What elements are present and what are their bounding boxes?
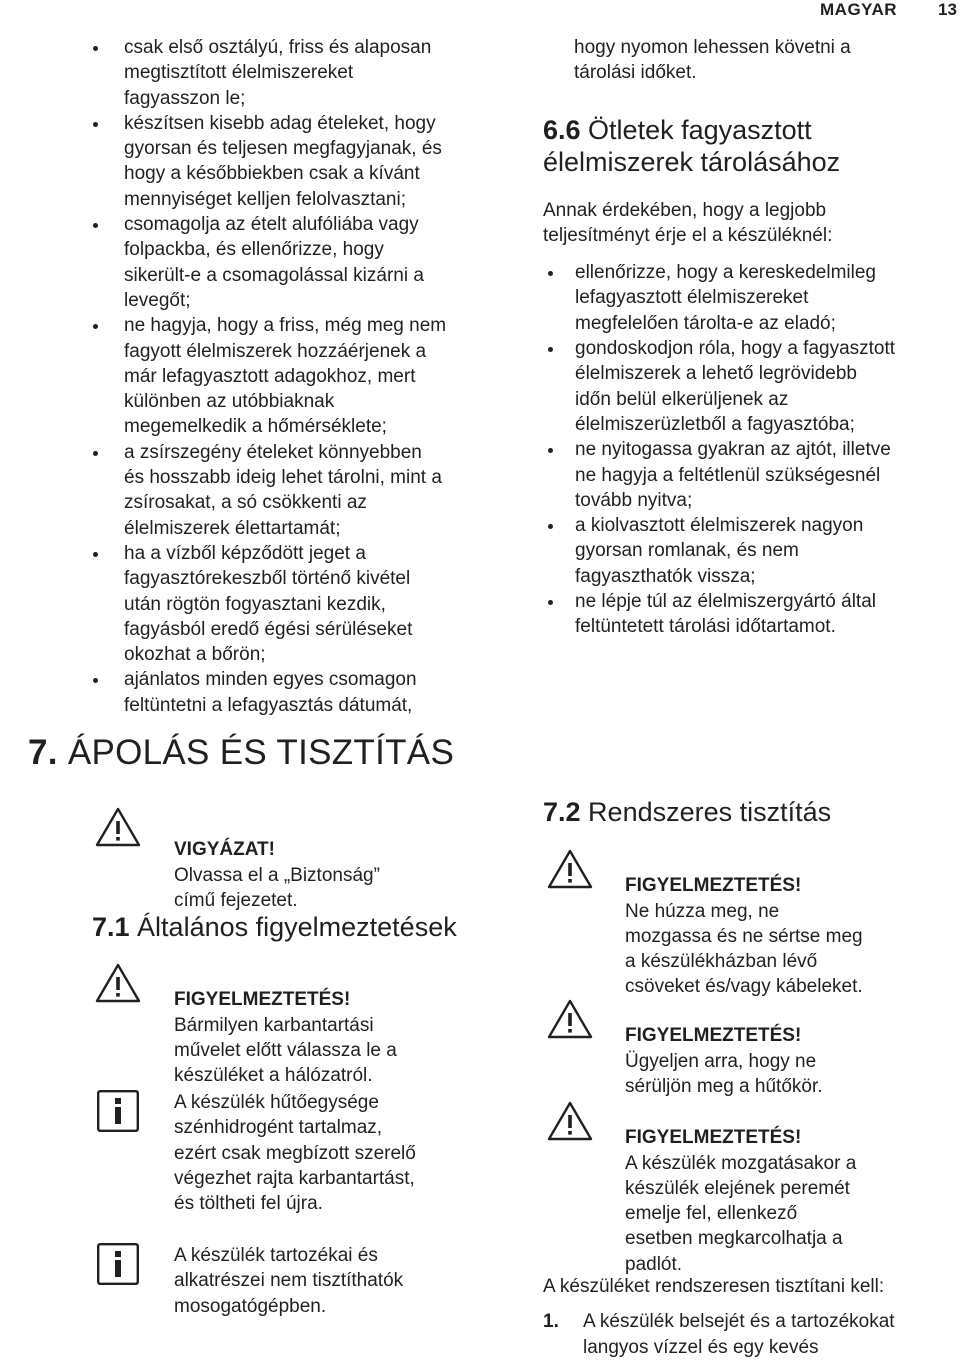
warning-note bbox=[547, 998, 947, 1097]
warning-text: Bármilyen karbantartási művelet előtt válassza le a készüléket a hálózatról. bbox=[174, 1014, 397, 1087]
section-7-2-heading: 7.2 Rendszeres tisztítás bbox=[543, 797, 832, 827]
warning-title: FIGYELMEZTETÉS! bbox=[625, 1025, 802, 1047]
language-label: MAGYAR bbox=[820, 0, 897, 19]
storage-tips-list bbox=[543, 260, 953, 639]
warning-triangle-icon bbox=[547, 998, 593, 1040]
list-item: ne hagyja, hogy a friss, még meg nem fagyott élelmiszerek hozzáérjenek a már lefagyasztott adagokhoz, mert különben az utóbbiaknak megemelkedik a hőmérséklete; bbox=[88, 313, 518, 439]
bullet-icon bbox=[93, 678, 98, 683]
left-column bbox=[88, 35, 518, 718]
caution-text: Olvassa el a „Biztonság” című fejezetet. bbox=[174, 864, 380, 911]
bullet-icon bbox=[548, 524, 553, 529]
warning-note bbox=[547, 1100, 947, 1275]
info-icon bbox=[97, 1243, 139, 1285]
warning-title: FIGYELMEZTETÉS! bbox=[625, 875, 802, 897]
page-number: 13 bbox=[938, 0, 957, 19]
bullet-icon bbox=[93, 451, 98, 456]
bullet-icon bbox=[93, 324, 98, 329]
warning-triangle-icon bbox=[95, 962, 141, 1004]
warning-title: FIGYELMEZTETÉS! bbox=[174, 989, 351, 1011]
info-note bbox=[97, 1243, 497, 1323]
caution-title: VIGYÁZAT! bbox=[174, 839, 275, 861]
step-text: A készülék belsejét és a tartozékokat langyos vízzel és egy kevés bbox=[583, 1311, 895, 1358]
warning-note bbox=[547, 848, 947, 998]
warning-note bbox=[95, 962, 495, 1087]
info-text: A készülék tartozékai és alkatrészei nem tisztíthatók mosogatógépben. bbox=[174, 1245, 404, 1317]
bullet-icon bbox=[93, 122, 98, 127]
section-6-6-heading: 6.6 Ötletek fagyasztott élelmiszerek tárolásához bbox=[543, 114, 841, 177]
caution-note bbox=[95, 806, 495, 911]
bullet-icon bbox=[548, 448, 553, 453]
section-6-6-intro: Annak érdekében, hogy a legjobb teljesítményt érje el a készüléknél: bbox=[543, 199, 833, 246]
list-item: ne lépje túl az élelmiszergyártó által feltüntetett tárolási időtartamot. bbox=[543, 589, 953, 640]
bullet-icon bbox=[548, 347, 553, 352]
list-item: a zsírszegény ételeket könnyebben és hosszabb ideig lehet tárolni, mint a zsírosakat, a só csökkenti az élelmiszerek élettartamát; bbox=[88, 440, 518, 541]
bullet-icon bbox=[548, 600, 553, 605]
warning-text: Ne húzza meg, ne mozgassa és ne sértse meg a készülékházban lévő csöveket és/vagy kábeleket. bbox=[625, 900, 863, 998]
bullet-icon bbox=[93, 552, 98, 557]
bullet-icon bbox=[93, 223, 98, 228]
list-item: ajánlatos minden egyes csomagon feltüntetni a lefagyasztás dátumát, bbox=[88, 667, 518, 718]
info-icon bbox=[97, 1090, 139, 1132]
regular-cleaning bbox=[543, 1274, 958, 1360]
list-item bbox=[543, 1309, 958, 1360]
warning-triangle-icon bbox=[95, 806, 141, 848]
bullet-icon bbox=[93, 46, 98, 51]
warning-triangle-icon bbox=[547, 848, 593, 890]
warning-text: Ügyeljen arra, hogy ne sérüljön meg a hűtőkör. bbox=[625, 1050, 823, 1097]
regular-cleaning-intro: A készüléket rendszeresen tisztítani kell: bbox=[543, 1276, 885, 1297]
section-7-heading: 7. ÁPOLÁS ÉS TISZTÍTÁS bbox=[28, 733, 455, 772]
list-item: gondoskodjon róla, hogy a fagyasztott élelmiszerek a lehető legrövidebb időn belül elkerüljenek az élelmiszerüzletből a fagyasztóba; bbox=[543, 336, 953, 437]
list-item: készítsen kisebb adag ételeket, hogy gyorsan és teljesen megfagyjanak, és hogy a későbbiekben csak a kívánt mennyiséget kelljen felolvasztani; bbox=[88, 111, 518, 212]
list-item: csomagolja az ételt alufóliába vagy folpackba, és ellenőrizze, hogy sikerült-e a csomagolással kizárni a levegőt; bbox=[88, 212, 518, 313]
info-text: A készülék hűtőegysége szénhidrogént tartalmaz, ezért csak megbízott szerelő végezhet rajta karbantartást, és töltheti fel újra. bbox=[174, 1092, 416, 1215]
warning-triangle-icon bbox=[547, 1100, 593, 1142]
warning-text: A készülék mozgatásakor a készülék elejének peremét emelje fel, ellenkező esetben megkarcolhatja a padlót. bbox=[625, 1152, 857, 1275]
list-item: csak első osztályú, friss és alaposan megtisztított élelmiszereket fagyasszon le; bbox=[88, 35, 518, 111]
warning-title: FIGYELMEZTETÉS! bbox=[625, 1127, 802, 1149]
list-item: ha a vízből képződött jeget a fagyasztórekeszből történő kivétel után rögtön fogyasztani kezdik, fagyásból eredő égési sérüléseket okozhat a bőrön; bbox=[88, 541, 518, 667]
continuation-text: hogy nyomon lehessen követni a tárolási időket. bbox=[574, 37, 851, 84]
page-header bbox=[0, 0, 960, 22]
cleaning-steps bbox=[543, 1309, 958, 1360]
step-number: 1. bbox=[543, 1311, 559, 1333]
list-item: ellenőrizze, hogy a kereskedelmileg lefagyasztott élelmiszereket megfelelően tárolta-e az eladó; bbox=[543, 260, 953, 336]
list-item: a kiolvasztott élelmiszerek nagyon gyorsan romlanak, és nem fagyaszthatók vissza; bbox=[543, 513, 953, 589]
bullet-icon bbox=[548, 271, 553, 276]
section-7-1-heading: 7.1 Általános figyelmeztetések bbox=[92, 912, 457, 942]
freezing-tips-list bbox=[88, 35, 518, 718]
list-item: ne nyitogassa gyakran az ajtót, illetve ne hagyja a feltétlenül szükségesnél tovább nyitva; bbox=[543, 437, 953, 513]
right-column bbox=[543, 35, 953, 640]
info-note bbox=[97, 1090, 497, 1220]
